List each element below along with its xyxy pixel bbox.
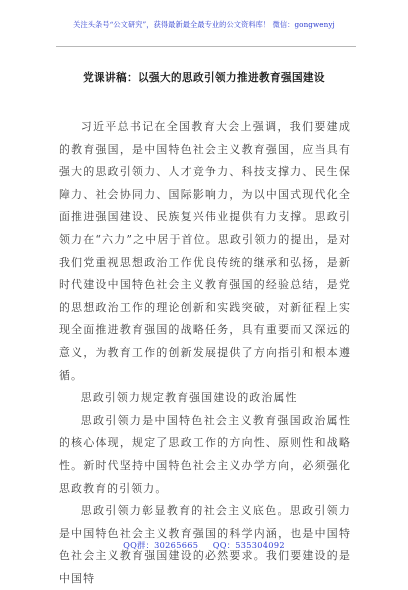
header-divider [56, 46, 356, 47]
paragraph: 思政引领力彰显教育的社会主义底色。思政引领力是中国特色社会主义教育强国的科学内涵，也是中国特色社会主义教育强国建设的必然要求。我们要建设的是中国特 [59, 504, 351, 585]
paragraph: 思政引领力是中国特色社会主义教育强国政治属性的核心体现，规定了思政工作的方向性、原则性和战略性。新时代坚持中国特色社会主义办学方向，必须强化思政教育的引领力。 [59, 413, 351, 495]
paragraph: 习近平总书记在全国教育大会上强调，我们要建成的教育强国，是中国特色社会主义教育强国，应当具有强大的思政引领力、人才竞争力、科技支撑力、民生保障力、社会协同力、国际影响力，为以中国式现代化全面推进强国建设、民族复兴伟业提供有力支撑。思政引领力在“六力”之中居于首位。思政引领力的提出，是对我们党重视思想政治工作优良传统的继承和弘扬，是新时代建设中国特色社会主义教育强国的经验总结，是党的思想政治工作的理论创新和实践突破，对新征程上实现全面推进教育强国的战略任务，具有重要而又深远的意义，为教育工作的创新发展提供了方向指引和根本遵循。 [59, 120, 351, 382]
document-body [59, 116, 351, 590]
footer-contact: QQ群：30265665 QQ：535304092 [123, 540, 285, 550]
header-banner: 关注头条号“公文研究”，获得最新最全最专业的公文资料库！ 微信：gongwenyj [73, 20, 335, 29]
section-heading: 思政引领力规定教育强国建设的政治属性 [80, 391, 298, 405]
document-title: 党课讲稿：以强大的思政引领力推进教育强国建设 [83, 72, 325, 84]
